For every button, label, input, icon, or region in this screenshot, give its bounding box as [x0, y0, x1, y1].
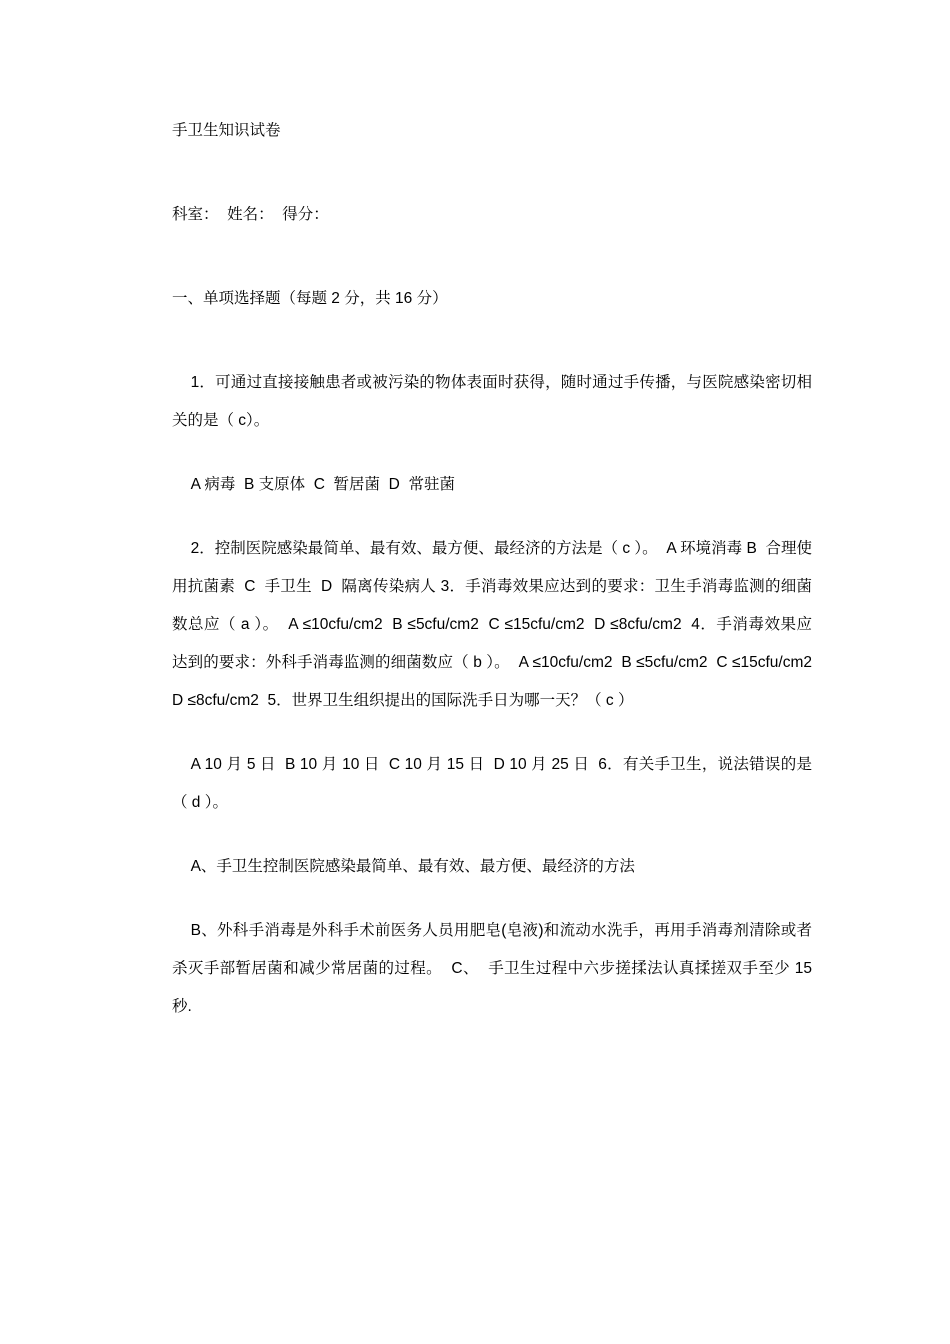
- document-body: [172, 112, 821, 1025]
- spacer: [172, 720, 812, 746]
- question-6-option-a: A、手卫生控制医院感染最简单、最有效、最方便、最经济的方法: [190, 857, 635, 875]
- question-1: 1．可通过直接接触患者或被污染的物体表面时获得，随时通过手传播，与医院感染密切相关的是（ c）。: [172, 373, 812, 429]
- question-5-options-and-question-6: A 10 月 5 日 B 10 月 10 日 C 10 月 15 日 D 10 月 25 日 6．有关手卫生，说法错误的是（ d ）。: [172, 755, 812, 811]
- spacer: [172, 344, 812, 364]
- spacer: [172, 886, 812, 912]
- question-1-options: A 病毒 B 支原体 C 暂居菌 D 常驻菌: [190, 475, 455, 493]
- spacer: [172, 504, 812, 530]
- spacer: [172, 176, 812, 196]
- section-one-heading: 一、单项选择题（每题 2 分，共 16 分）: [172, 289, 448, 307]
- spacer: [172, 440, 812, 466]
- document-title: 手卫生知识试卷: [172, 122, 281, 139]
- questions-2-to-5: 2．控制医院感染最简单、最有效、最方便、最经济的方法是（ c ）。 A 环境消毒 B 合理使用抗菌素 C 手卫生 D 隔离传染病人 3．手消毒效果应达到的要求：卫生手消毒监测的细菌数总应（ a ）。 A ≤10cfu/cm2 B ≤5cfu/cm2 C ≤15cfu/cm2 D ≤8cfu/cm2 4．手消毒效果应达到的要求：外科手消毒监测的细菌数应（ b ）。 A ≤10cfu/cm2 B ≤5cfu/cm2 C ≤15cfu/cm2 D ≤8cfu/cm2 5．世界卫生组织提出的国际洗手日为哪一天？（ c ）: [172, 539, 821, 709]
- spacer: [172, 260, 812, 280]
- spacer: [172, 822, 812, 848]
- header-fields: 科室： 姓名： 得分：: [172, 205, 329, 223]
- question-6-option-b-and-c: B、外科手消毒是外科手术前医务人员用肥皂(皂液)和流动水洗手，再用手消毒剂清除或者杀灭手部暂居菌和减少常居菌的过程。 C、 手卫生过程中六步搓揉法认真揉搓双手至少 15 秒.: [172, 921, 817, 1015]
